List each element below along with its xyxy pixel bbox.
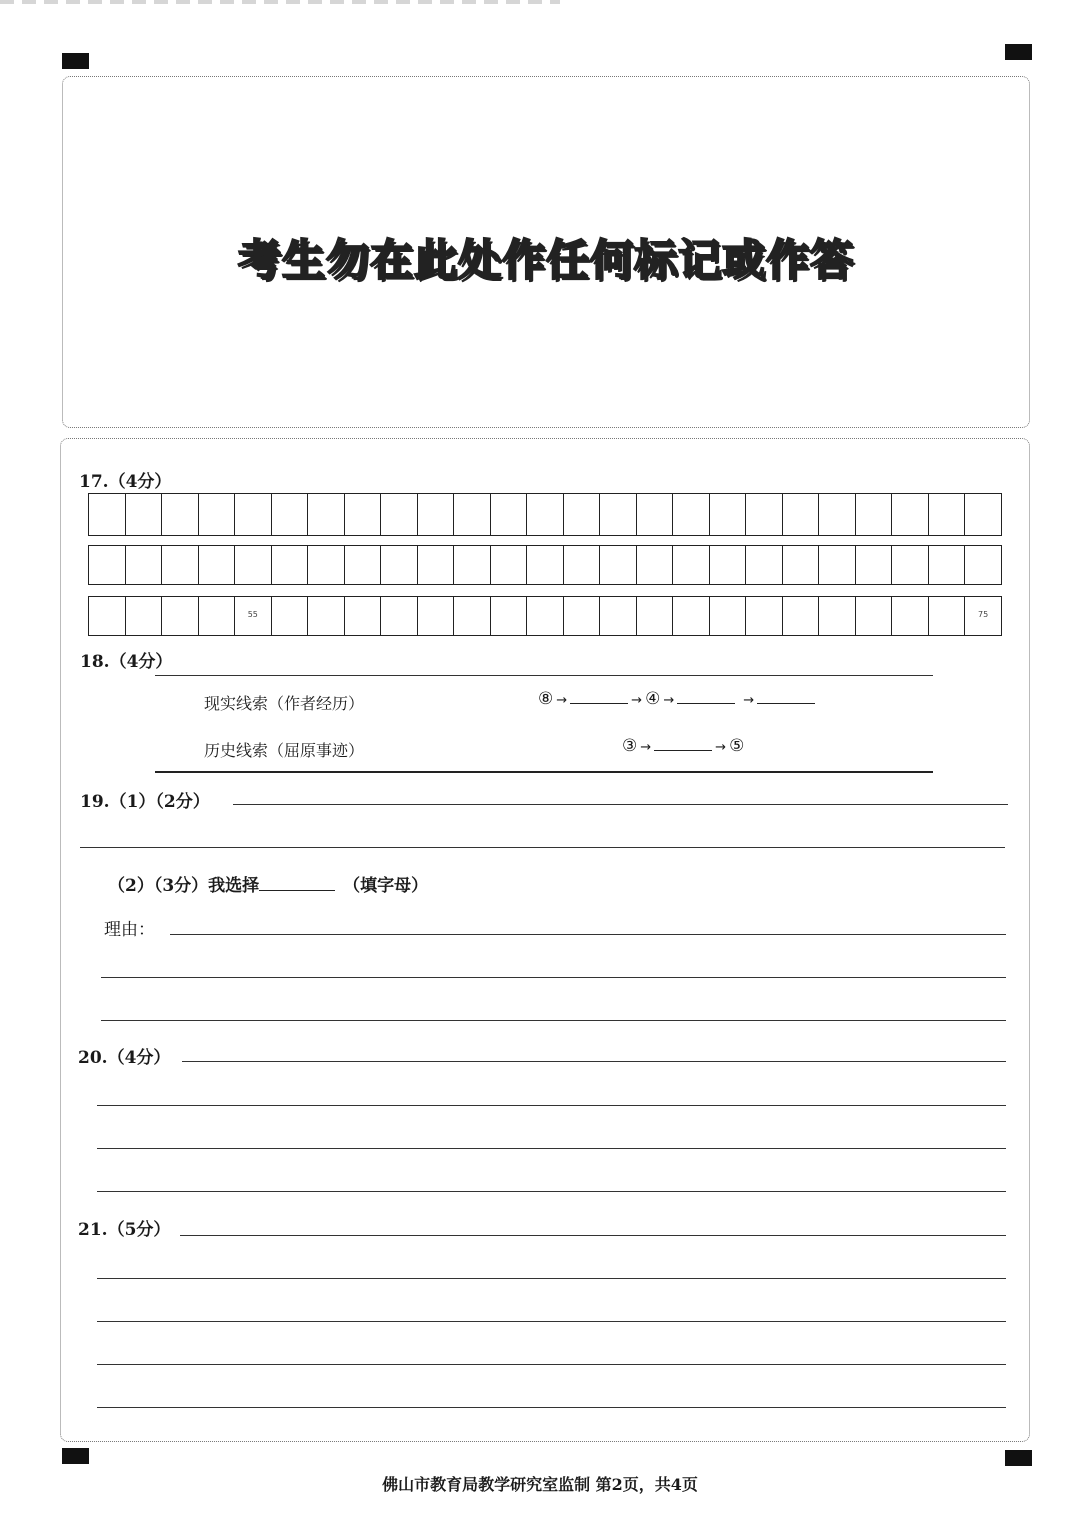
q18-blank-4[interactable] bbox=[654, 736, 712, 751]
scan-noise bbox=[0, 0, 560, 4]
q18-table-bottom-rule bbox=[155, 771, 933, 773]
q19-part2-label: （2）（3分）我选择 （填字母） bbox=[108, 876, 429, 896]
answer-line[interactable] bbox=[180, 1235, 1006, 1236]
answer-line[interactable] bbox=[101, 977, 1006, 978]
q18-label: 18.（4分） bbox=[80, 652, 173, 672]
q18-blank-1[interactable] bbox=[570, 689, 628, 704]
answer-line[interactable] bbox=[97, 1105, 1006, 1106]
q17-grid-row-3[interactable] bbox=[88, 596, 1002, 636]
q18-real-clue-label: 现实线索（作者经历） bbox=[204, 694, 365, 713]
q18-blank-3[interactable] bbox=[757, 689, 815, 704]
q21-label: 21.（5分） bbox=[78, 1220, 171, 1240]
registration-marker-top-left bbox=[62, 53, 89, 69]
page-footer: 佛山市教育局教学研究室监制 第2页，共4页 bbox=[382, 1475, 698, 1494]
q20-label: 20.（4分） bbox=[78, 1048, 171, 1068]
registration-marker-top-right bbox=[1005, 44, 1032, 60]
q19-reason-label: 理由： bbox=[104, 920, 155, 940]
answer-line[interactable] bbox=[101, 1020, 1006, 1021]
answer-line[interactable] bbox=[97, 1364, 1006, 1365]
cell-number-75: 75 bbox=[978, 610, 989, 619]
answer-line[interactable] bbox=[80, 847, 1005, 848]
answer-line[interactable] bbox=[182, 1061, 1006, 1062]
q18-blank-2[interactable] bbox=[677, 689, 735, 704]
q17-grid-row-2[interactable] bbox=[88, 545, 1002, 585]
q18-history-clue-label: 历史线索（屈原事迹） bbox=[204, 741, 365, 760]
q19-choice-blank[interactable] bbox=[259, 876, 335, 891]
no-answer-zone bbox=[62, 76, 1030, 428]
registration-marker-bottom-left bbox=[62, 1448, 89, 1464]
registration-marker-bottom-right bbox=[1005, 1450, 1032, 1466]
q18-real-clue-sequence: ⑧ → → ④ → → bbox=[538, 689, 815, 709]
cell-number-55: 55 bbox=[247, 610, 258, 619]
q18-table-top-rule bbox=[155, 675, 933, 676]
answer-line[interactable] bbox=[233, 804, 1008, 805]
q17-grid-row-1[interactable] bbox=[88, 493, 1002, 536]
answer-line[interactable] bbox=[97, 1321, 1006, 1322]
answer-line[interactable] bbox=[97, 1191, 1006, 1192]
answer-zone bbox=[60, 438, 1030, 1442]
q18-history-clue-sequence: ③ → → ⑤ bbox=[622, 736, 745, 756]
answer-line[interactable] bbox=[170, 934, 1006, 935]
q19-label: 19.（1）（2分） bbox=[80, 792, 210, 812]
answer-line[interactable] bbox=[97, 1148, 1006, 1149]
answer-line[interactable] bbox=[97, 1278, 1006, 1279]
no-answer-notice: 考生勿在此处作任何标记或作答 bbox=[238, 236, 854, 286]
q17-label: 17.（4分） bbox=[79, 472, 172, 492]
answer-line[interactable] bbox=[97, 1407, 1006, 1408]
